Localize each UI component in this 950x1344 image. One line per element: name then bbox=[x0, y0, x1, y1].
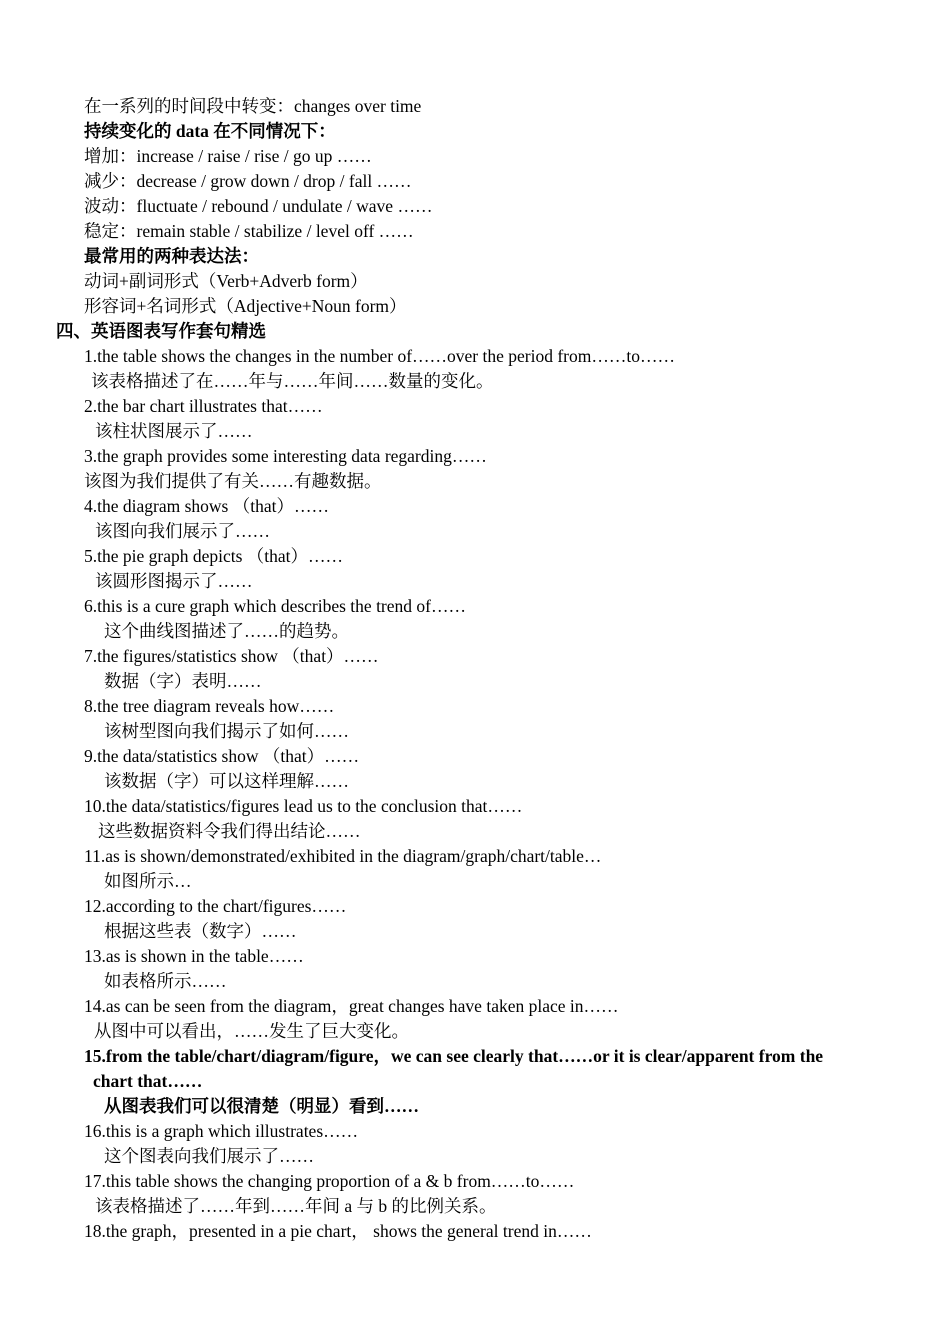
sentence-chinese: 这些数据资料令我们得出结论…… bbox=[98, 821, 361, 841]
sentence-english: 9.the data/statistics show （that）…… bbox=[84, 746, 360, 766]
sentence-chinese: 如表格所示…… bbox=[104, 971, 227, 991]
sentence-chinese: 数据（字）表明…… bbox=[104, 671, 262, 691]
sentence-chinese: 该数据（字）可以这样理解…… bbox=[104, 771, 349, 791]
sentence-chinese: 该图向我们展示了…… bbox=[95, 521, 270, 541]
sentence-english: 2.the bar chart illustrates that…… bbox=[84, 396, 323, 416]
sentence-chinese: 该表格描述了在……年与……年间……数量的变化。 bbox=[91, 371, 494, 391]
sentence-chinese: 该圆形图揭示了…… bbox=[95, 571, 253, 591]
text-line: 增加：increase / raise / rise / go up …… bbox=[84, 146, 372, 166]
sentence-chinese: 从图中可以看出，……发生了巨大变化。 bbox=[94, 1021, 409, 1041]
sentence-chinese: 这个图表向我们展示了…… bbox=[104, 1146, 314, 1166]
sentence-english: 8.the tree diagram reveals how…… bbox=[84, 696, 335, 716]
sentence-english: 6.this is a cure graph which describes the trend of…… bbox=[84, 596, 466, 616]
sentence-english: 5.the pie graph depicts （that）…… bbox=[84, 546, 344, 566]
sentence-chinese: 如图所示… bbox=[104, 871, 192, 891]
sentence-chinese: 该图为我们提供了有关……有趣数据。 bbox=[84, 471, 382, 491]
section-heading: 四、英语图表写作套句精选 bbox=[56, 321, 266, 341]
sentence-chinese-bold: 从图表我们可以很清楚（明显）看到…… bbox=[104, 1096, 419, 1116]
sentence-chinese: 该树型图向我们揭示了如何…… bbox=[104, 721, 349, 741]
sentence-english: 14.as can be seen from the diagram，great changes have taken place in…… bbox=[84, 996, 619, 1016]
sentence-english: 10.the data/statistics/figures lead us to the conclusion that…… bbox=[84, 796, 523, 816]
sentence-chinese: 该表格描述了……年到……年间 a 与 b 的比例关系。 bbox=[95, 1196, 497, 1216]
sentence-english: 16.this is a graph which illustrates…… bbox=[84, 1121, 359, 1141]
sentence-english: 13.as is shown in the table…… bbox=[84, 946, 304, 966]
text-line: 在一系列的时间段中转变：changes over time bbox=[84, 96, 422, 116]
sentence-chinese: 这个曲线图描述了……的趋势。 bbox=[104, 621, 349, 641]
sentence-english: 11.as is shown/demonstrated/exhibited in the diagram/graph/chart/table… bbox=[84, 846, 602, 866]
sentence-chinese: 该柱状图展示了…… bbox=[95, 421, 253, 441]
text-line: 稳定：remain stable / stabilize / level off …… bbox=[84, 221, 414, 241]
sentence-english-bold-continued: chart that…… bbox=[93, 1071, 203, 1091]
sentence-english: 4.the diagram shows （that）…… bbox=[84, 496, 329, 516]
subheading: 最常用的两种表达法： bbox=[84, 246, 259, 266]
sentence-chinese: 根据这些表（数字）…… bbox=[104, 921, 297, 941]
sentence-english: 18.the graph，presented in a pie chart， shows the general trend in…… bbox=[84, 1221, 592, 1241]
sentence-english: 3.the graph provides some interesting data regarding…… bbox=[84, 446, 487, 466]
text-line: 动词+副词形式（Verb+Adverb form） bbox=[84, 271, 368, 291]
subheading: 持续变化的 data 在不同情况下： bbox=[84, 121, 336, 141]
text-line: 波动：fluctuate / rebound / undulate / wave …… bbox=[84, 196, 433, 216]
sentence-english: 1.the table shows the changes in the number of……over the period from……to…… bbox=[84, 346, 675, 366]
sentence-english-bold: 15.from the table/chart/diagram/figure，we can see clearly that……or it is clear/apparent from the bbox=[84, 1046, 824, 1066]
text-line: 形容词+名词形式（Adjective+Noun form） bbox=[84, 296, 407, 316]
sentence-english: 17.this table shows the changing proportion of a & b from……to…… bbox=[84, 1171, 575, 1191]
text-line: 减少：decrease / grow down / drop / fall …… bbox=[84, 171, 412, 191]
sentence-english: 7.the figures/statistics show （that）…… bbox=[84, 646, 379, 666]
sentence-english: 12.according to the chart/figures…… bbox=[84, 896, 347, 916]
